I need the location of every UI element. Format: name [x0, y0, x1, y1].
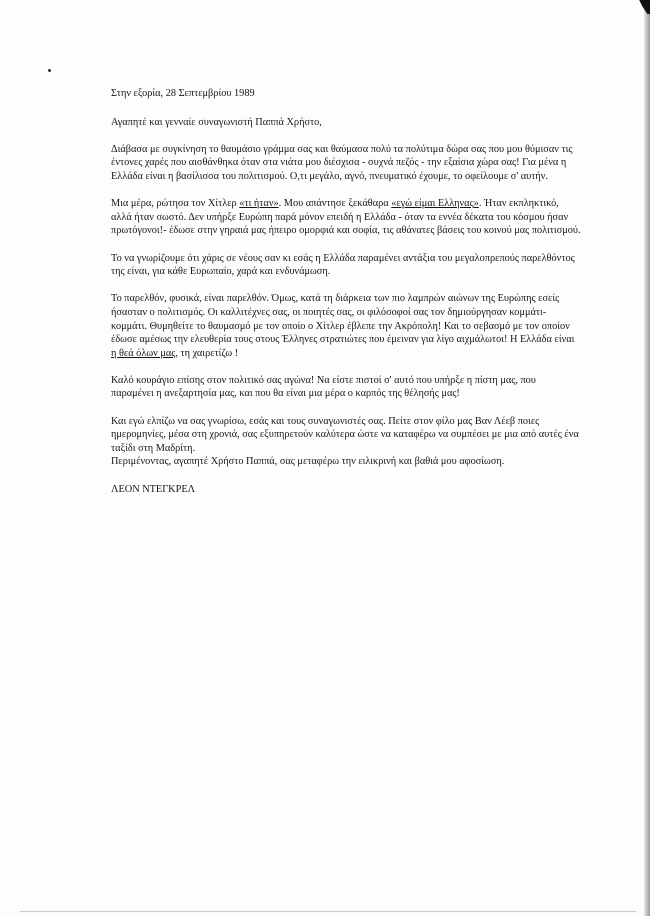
paragraph-4-text-b: , τη χαιρετίζω !: [175, 347, 239, 359]
letter-paragraph-4: [111, 292, 581, 360]
letter-dateline: Στην εξορία, 28 Σεπτεμβρίου 1989: [111, 88, 255, 99]
scan-speck: [48, 69, 51, 72]
scan-edge-shadow: [644, 0, 650, 916]
letter-salutation: Αγαπητέ και γενναίε συναγωνιστή Παππά Χρήστο,: [111, 116, 322, 128]
letter-paragraph-1: Διάβασα με συγκίνηση το θαυμάσιο γράμμα σας και θαύμασα πολύ τα πολύτιμα δώρα σας που μου θύμισαν τις έντονες χαρές που αισθάνθηκα όταν στα νιάτα μου διέσχισα - συχνά πεζός - την εξαίσια χώρα σας! Για μένα η Ελλάδα είναι η βασίλισσα του πολιτισμού. Ο,τι μεγάλο, αγνό, πνευματικό έχουμε, το οφείλουμε σ' αυτήν.: [111, 143, 573, 182]
letter-paragraph-6: Και εγώ ελπίζω να σας γνωρίσω, εσάς και τους συναγωνιστές σας. Πείτε στον φίλο μας Βαν Λέεβ ποιες ημερομηνίες, μέσα στη χρονιά, σας εξυπηρετούν καλύτερα ώστε να καταφέρω να συμπέσει με μια από αυτές ένα ταξίδι στη Μαδρίτη.: [111, 415, 579, 454]
letter-paragraph-2: [111, 197, 581, 238]
paragraph-2-text-c: . Ήταν εκπληκτικό, αλλά ήταν σωστό. Δεν υπήρξε Ευρώπη παρά μόνον επειδή η Ελλάδα - όταν τα εννέα δέκατα του κόσμου ήσαν πρωτόγονοι!- έδωσε στην γηραιά μας ήπειρο ομορφιά και σοφία, τις αθάνατες βάσεις του κοινού μας πολιτισμού.: [111, 198, 581, 237]
phrase-goddess-of-all: η θεά όλων μας: [111, 347, 176, 359]
letter-paragraph-3: Το να γνωρίζουμε ότι χάρις σε νέους σαν κι εσάς η Ελλάδα παραμένει αντάξια του μεγαλοπρεπούς παρελθόντος της είναι, για κάθε Ευρωπαίο, χαρά και ενδυνάμωση.: [111, 252, 575, 278]
letter-paragraph-5: Καλό κουράγιο επίσης στον πολιτικό σας αγώνα! Να είστε πιστοί σ' αυτό που υπήρξε η πίστη μας, που παραμένει η ανεξαρτησία μας, και που θα είναι μια μέρα ο καρπός της θέλησής μας!: [111, 374, 536, 400]
paragraph-2-text-b: . Μου απάντησε ξεκάθαρα: [278, 198, 392, 210]
paragraph-2-text-a: Μια μέρα, ρώτησα τον Χίτλερ: [111, 198, 240, 210]
quote-what-he-was: «τι ήταν»: [239, 198, 279, 210]
letter-paragraph-7: Περιμένοντας, αγαπητέ Χρήστο Παππά, σας μεταφέρω την ειλικρινή και βαθιά μου αφοσίωση.: [111, 456, 505, 468]
scan-bottom-edge: [20, 911, 636, 912]
paragraph-4-text-a: Το παρελθόν, φυσικά, είναι παρελθόν. Όμως, κατά τη διάρκεια των πιο λαμπρών αιώνων της Ευρώπης εσείς ήσασταν ο πολιτισμός. Οι καλλιτέχνες σας, οι ποιητές σας, οι φιλόσοφοί σας τον δημιούργησαν κομμάτι-κομμάτι. Θυμηθείτε το θαυμασμό με τον οποίο ο Χίτλερ έβλεπε την Ακρόπολη! Και το σεβασμό με τον οποίον έδωσε αμέσως την ελευθερία τους στους Έλληνες στρατιώτες που έμειναν για λίγο αιχμάλωτοι! Η Ελλάδα είναι: [111, 293, 575, 346]
scan-corner-mark: [632, 0, 650, 14]
letter-body: [111, 87, 581, 510]
letter-signature: ΛΕΟΝ ΝΤΕΓΚΡΕΛ: [111, 483, 196, 495]
quote-i-am-greek: «εγώ είμαι Ελληνας»: [391, 198, 479, 210]
